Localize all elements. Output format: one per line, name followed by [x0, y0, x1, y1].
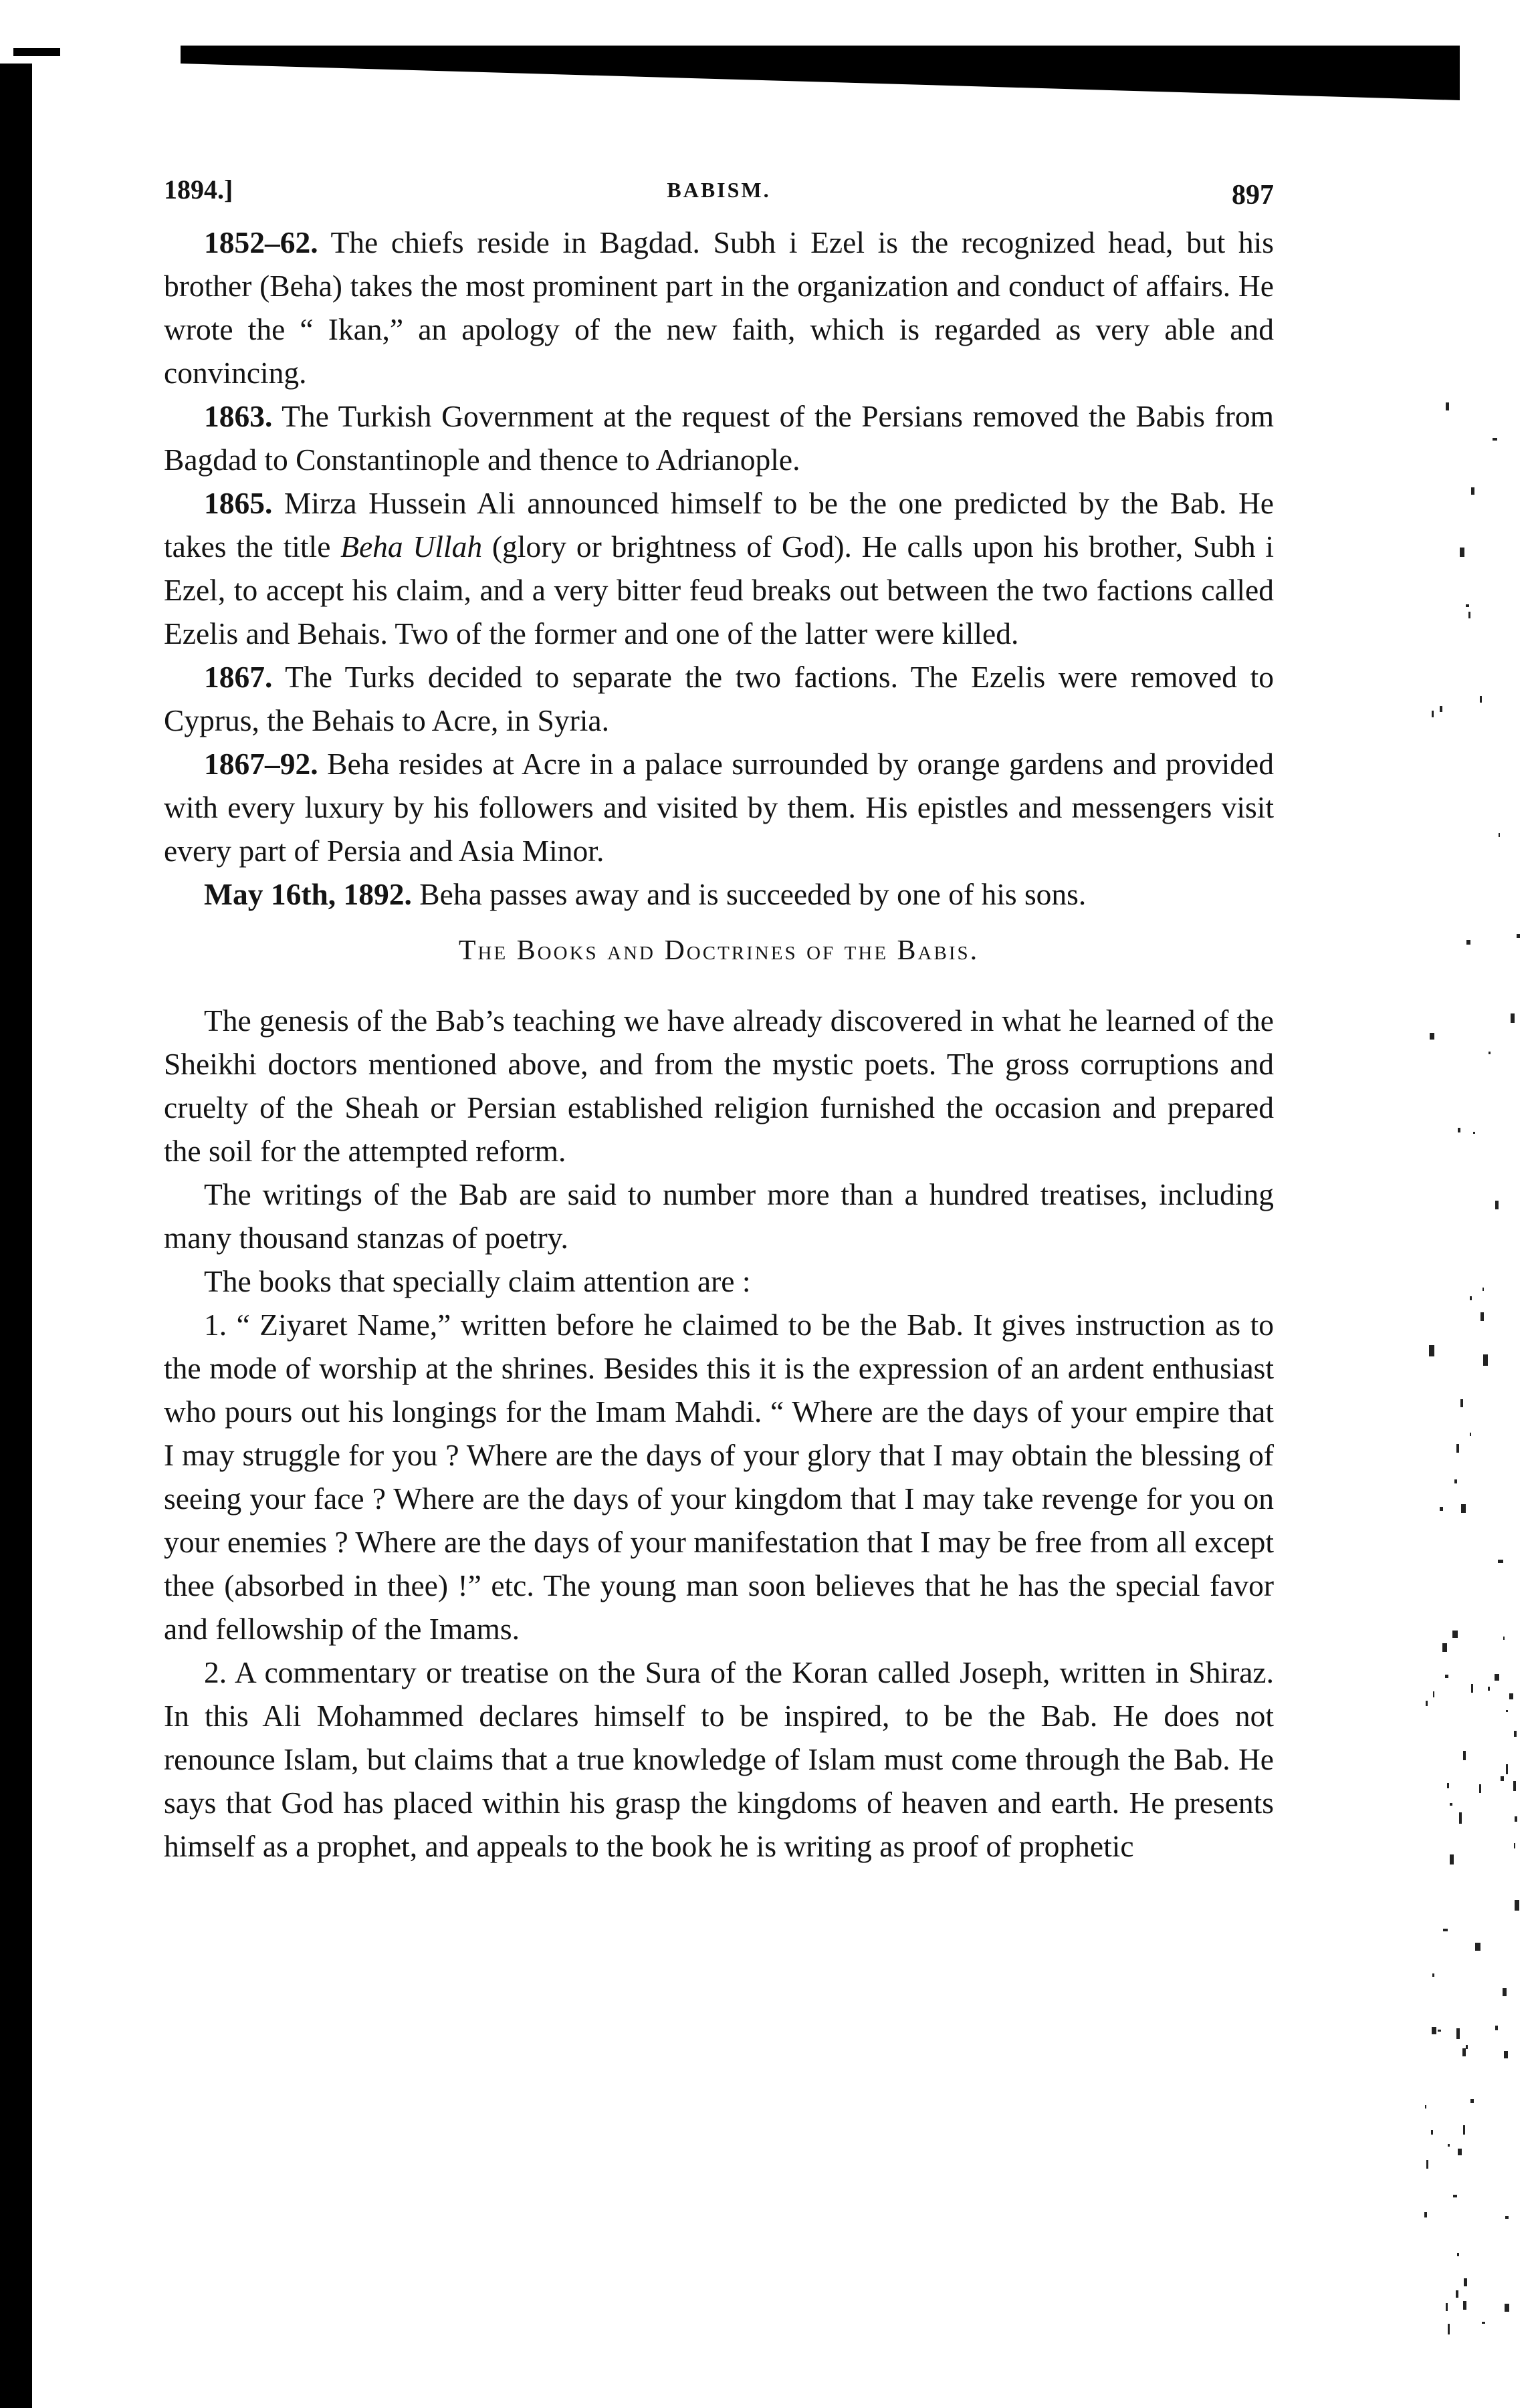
scan-speck — [1445, 1675, 1448, 1677]
body-paragraph: The genesis of the Bab’s teaching we have already discovered in what he learned of the Sheikhi doctors mentioned above, and from the mystic poets. The gross corruptions and cruelty of the Sheah or Persian established religion furnished the occasion and prepared the soil for the attempted reform. — [164, 1003, 1274, 1168]
page-number: 897 — [1232, 180, 1274, 211]
scan-speck — [1479, 1784, 1481, 1793]
scan-speck — [1466, 2045, 1468, 2049]
scan-speck — [1463, 2125, 1466, 2135]
scan-speck — [1470, 1433, 1471, 1436]
entry-text: Beha resides at Acre in a palace surrounded by orange gardens and provided with every luxury by his followers and visited by them. His epistles and messengers visit every part of Persia and Asia Minor. — [164, 747, 1274, 868]
entry-date: May 16th, 1892. — [204, 877, 412, 911]
body-paragraph: 2. A commentary or treatise on the Sura of the Koran called Joseph, written in Shiraz. In this Ali Mohammed declares himself to be inspired, to be the Bab. He does not renounce Islam, but claims that a true knowledge of Islam must come through the Bab. He says that God has placed within his grasp the kingdoms of heaven and earth. He presents himself as a prophet, and appeals to the book he is writing as proof of prophetic — [164, 1655, 1274, 1863]
scan-speck — [1506, 1764, 1508, 1774]
scan-speck — [1489, 1052, 1491, 1054]
scan-speck — [1454, 1479, 1457, 1483]
scan-speck — [1515, 1900, 1519, 1911]
chronology-entry — [164, 221, 1274, 394]
scan-speck — [1424, 2212, 1427, 2217]
scan-speck — [1471, 1684, 1473, 1692]
chronology-entry — [164, 481, 1274, 655]
scan-speck — [1471, 487, 1474, 494]
entry-text: The chiefs reside in Bagdad. Subh i Ezel is the recognized head, but his brother (Beha) takes the most prominent part in the organization and conduct of affairs. He wrote the “ Ikan,” an apology of the new faith, which is regarded as very able and convincing. — [164, 225, 1274, 390]
scan-speck — [1442, 1643, 1447, 1652]
entry-date: 1867. — [204, 660, 273, 694]
scan-speck — [1456, 1444, 1458, 1453]
scan-speck — [1429, 1345, 1434, 1356]
scan-speck — [1482, 1288, 1484, 1290]
scan-speck — [1426, 1701, 1428, 1706]
section-heading: The Books and Doctrines of the Babis. — [458, 935, 980, 966]
scan-speck — [1463, 1751, 1466, 1760]
entry-text: The Turks decided to separate the two factions. The Ezelis were removed to Cyprus, the Behais to Acre, in Syria. — [164, 660, 1274, 737]
scan-speck — [1503, 1637, 1505, 1640]
scan-speck — [1475, 1943, 1480, 1951]
scan-top-shadow — [0, 0, 1540, 100]
scan-speck — [1458, 2149, 1462, 2155]
scan-speck — [1450, 1803, 1452, 1806]
scan-speck — [1432, 711, 1433, 718]
scan-speck — [1463, 2301, 1466, 2310]
scan-speck — [1511, 1013, 1515, 1023]
entry-date: 1863. — [204, 399, 273, 433]
scan-speck — [1509, 1693, 1513, 1699]
scan-speck — [1517, 934, 1520, 938]
scan-speck — [1498, 1560, 1503, 1563]
scan-speck — [1456, 2290, 1458, 2298]
running-head-year: 1894.] — [164, 174, 233, 205]
scan-speck — [1493, 438, 1497, 440]
scan-speck — [1438, 2030, 1441, 2032]
scan-speck — [1488, 1687, 1490, 1691]
scan-speck — [1462, 2048, 1466, 2056]
scan-speck — [1495, 2026, 1497, 2031]
scan-speck — [1432, 1973, 1434, 1977]
body-paragraph: 1. “ Ziyaret Name,” written before he claimed to be the Bab. It gives instruction as to the mode of worship at the shrines. Besides this it is the expression of an ardent enthusiast who pours out his longings for the Imam Mahdi. “ Where are the days of your empire that I may struggle for you ? Where are the days of your glory that I may obtain the blessing of seeing your face ? Where are the days of your kingdom that I may take revenge for you on your enemies ? Where are the days of your manifestation that I may be free from all except thee (absorbed in thee) !” etc. The young man soon believes that he has the special favor and fellowship of the Imams. — [164, 1308, 1274, 1646]
scan-speck — [1495, 1674, 1499, 1681]
entry-date: 1852–62. — [204, 225, 318, 259]
scan-speck — [1457, 2253, 1458, 2256]
running-head — [164, 174, 1274, 221]
scan-speck — [1448, 2144, 1450, 2147]
entry-text: Beha passes away and is succeeded by one of his sons. — [411, 877, 1087, 911]
entry-text: The Turkish Government at the request of the Persians removed the Babis from Bagdad to Constantinople and thence to Adrianople. — [164, 399, 1274, 477]
scan-edge-noise — [1424, 374, 1525, 2380]
scan-speck — [1499, 833, 1501, 836]
scan-speck — [1480, 1312, 1483, 1322]
chronology-entry — [164, 655, 1274, 742]
scan-speck — [1506, 1710, 1508, 1712]
scan-speck — [1446, 402, 1449, 410]
scan-speck — [1513, 1781, 1516, 1791]
scan-speck — [1460, 1399, 1462, 1407]
scan-speck — [1501, 1776, 1504, 1781]
body-paragraph: The books that specially claim attention are : — [204, 1264, 751, 1298]
scan-speck — [1440, 1507, 1443, 1512]
scan-speck — [1459, 1812, 1462, 1824]
scan-speck — [1460, 548, 1465, 557]
scan-speck — [1425, 2105, 1426, 2109]
scan-speck — [1432, 2027, 1437, 2034]
scan-left-mark — [13, 48, 60, 56]
scan-speck — [1514, 1731, 1517, 1737]
scan-speck — [1453, 2195, 1457, 2197]
scan-speck — [1473, 1132, 1475, 1134]
body-paragraph: The writings of the Bab are said to number more than a hundred treatises, including many thousand stanzas of poetry. — [164, 1177, 1274, 1255]
chronology-entry — [164, 394, 1274, 481]
book-page — [164, 174, 1274, 1868]
scan-speck — [1452, 1631, 1458, 1638]
scan-speck — [1515, 1816, 1517, 1822]
scan-speck — [1495, 1201, 1499, 1209]
scan-speck — [1448, 2324, 1450, 2334]
scan-speck — [1440, 706, 1442, 713]
scan-speck — [1466, 604, 1469, 607]
scan-speck — [1446, 2303, 1448, 2311]
scan-left-shadow — [0, 64, 32, 2408]
chronology-entry — [164, 742, 1274, 872]
scan-speck — [1430, 1033, 1434, 1039]
scan-speck — [1482, 2322, 1485, 2324]
scan-speck — [1470, 2099, 1474, 2103]
entry-text: Mirza Hussein Ali announced himself to be the one predicted by the Bab. He takes the title — [164, 486, 1274, 564]
scan-speck — [1431, 2130, 1433, 2135]
entry-text: (glory or brightness of God). He calls upon his brother, Subh i Ezel, to accept his claim, and a very bitter feud breaks out between the two factions called Ezelis and Behais. Two of the former and one of the latter were killed. — [164, 529, 1274, 650]
scan-speck — [1483, 1354, 1488, 1365]
scan-speck — [1456, 2028, 1460, 2039]
running-head-title: BABISM. — [667, 178, 771, 202]
scan-speck — [1480, 696, 1482, 703]
scan-speck — [1505, 2304, 1509, 2312]
entry-date: 1867–92. — [204, 747, 318, 781]
scan-speck — [1443, 1929, 1447, 1931]
scan-speck — [1470, 1296, 1472, 1300]
scan-speck — [1426, 2160, 1428, 2169]
scan-speck — [1461, 1504, 1466, 1513]
scan-speck — [1464, 2278, 1467, 2286]
scan-speck — [1504, 2051, 1509, 2058]
scan-speck — [1433, 1691, 1434, 1698]
scan-speck — [1514, 1843, 1515, 1848]
scan-speck — [1468, 612, 1470, 618]
scan-speck — [1503, 1988, 1507, 1997]
scan-speck — [1458, 1128, 1460, 1132]
entry-italic-title: Beha Ullah — [340, 529, 483, 564]
scan-speck — [1505, 2216, 1509, 2219]
scan-speck — [1450, 1854, 1454, 1864]
scan-speck — [1447, 1783, 1449, 1788]
entry-date: 1865. — [204, 486, 273, 520]
scan-speck — [1466, 940, 1470, 945]
chronology-entry — [164, 872, 1274, 916]
